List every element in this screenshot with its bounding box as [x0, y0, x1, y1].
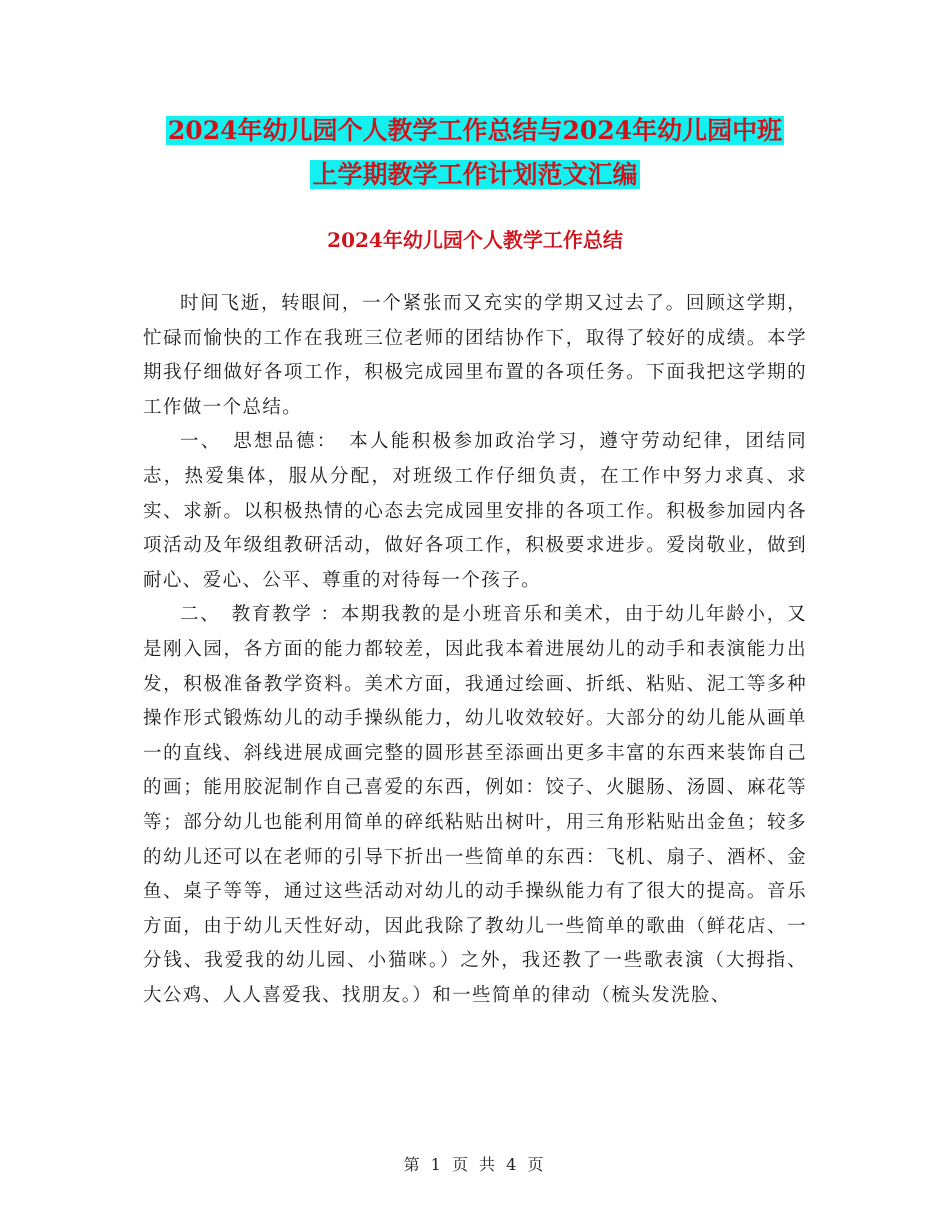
document-title-text-1: 2024年幼儿园个人教学工作总结与2024年幼儿园中班: [167, 116, 783, 145]
section-title: 2024年幼儿园个人教学工作总结: [327, 228, 623, 252]
document-title-text-2: 上学期教学工作计划范文汇编: [312, 160, 638, 189]
document-title-line-1: [0, 111, 950, 151]
paragraph-intro: 时间飞逝，转眼间，一个紧张而又充实的学期又过去了。回顾这学期，忙碌而愉快的工作在我班三位老师的团结协作下，取得了较好的成绩。本学期我仔细做好各项工作，积极完成园里布置的各项任务。下面我把这学期的工作做一个总结。: [143, 293, 807, 418]
paragraph-teaching: 二、 教育教学 ：本期我教的是小班音乐和美术，由于幼儿年龄小，又是刚入园，各方面的能力都较差，因此我本着进展幼儿的动手和表演能力出发，积极准备教学资料。美术方面，我通过绘画、折纸、粘贴、泥工等多种操作形式锻炼幼儿的动手操纵能力，幼儿收效较好。大部分的幼儿能从画单一的直线、斜线进展成画完整的圆形甚至添画出更多丰富的东西来装饰自己的画；能用胶泥制作自己喜爱的东西，例如：饺子、火腿肠、汤圆、麻花等等；部分幼儿也能利用简单的碎纸粘贴出树叶，用三角形粘贴出金鱼；较多的幼儿还可以在老师的引导下折出一些简单的东西：飞机、扇子、酒杯、金鱼、桌子等等，通过这些活动对幼儿的动手操纵能力有了很大的提高。音乐方面，由于幼儿天性好动，因此我除了教幼儿一些简单的歌曲（鲜花店、一分钱、我爱我的幼儿园、小猫咪。）之外，我还教了一些歌表演（大拇指、大公鸡、人人喜爱我、找朋友。）和一些简单的律动（梳头发洗脸、: [143, 604, 807, 1006]
paragraph-moral: 一、 思想品德： 本人能积极参加政治学习，遵守劳动纪律，团结同志，热爱集体，服从分配，对班级工作仔细负责，在工作中努力求真、求实、求新。以积极热情的心态去完成园里安排的各项工作。积极参加园内各项活动及年级组教研活动，做好各项工作，积极要求进步。爱岗敬业，做到耐心、爱心、公平、尊重的对待每一个孩子。: [143, 431, 807, 591]
page-footer: 第 1 页 共 4 页: [403, 1155, 547, 1174]
document-body: [143, 287, 807, 1013]
document-title-line-2: [0, 155, 950, 195]
